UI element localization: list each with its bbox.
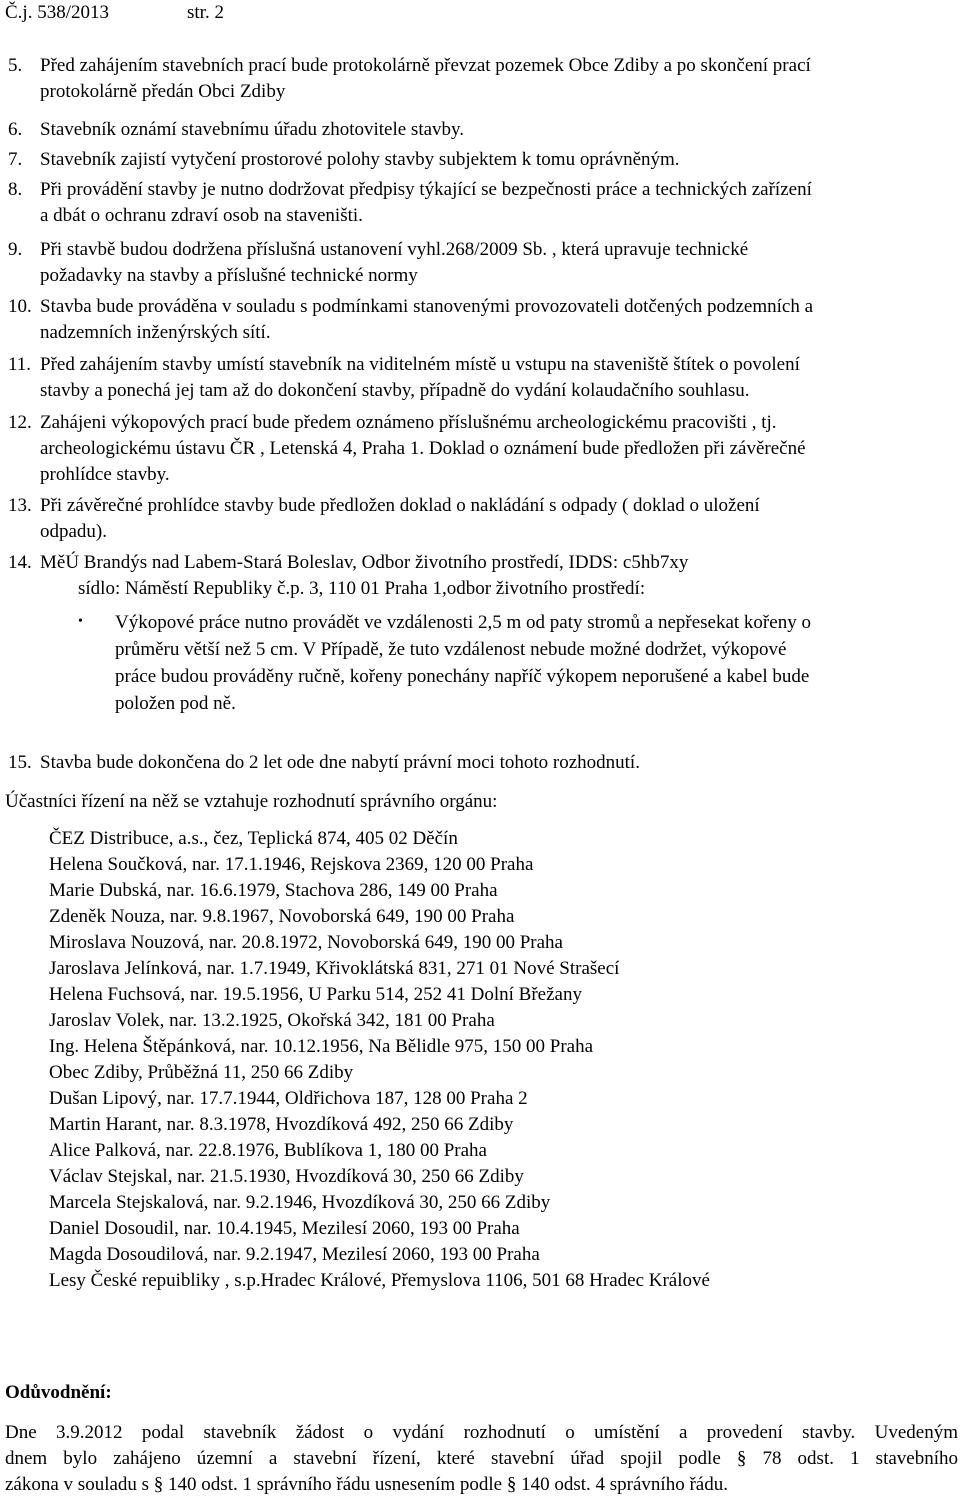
participant: Dušan Lipový, nar. 17.7.1944, Oldřichova 187, 128 00 Praha 2 [49, 1088, 528, 1109]
item-line: MěÚ Brandýs nad Labem-Stará Boleslav, Odbor životního prostředí, IDDS: c5hb7xy [40, 552, 689, 573]
participant: Jaroslava Jelínková, nar. 1.7.1949, Křivoklátská 831, 271 01 Nové Strašecí [49, 958, 620, 979]
bullet-line: práce budou prováděny ručně, kořeny ponechány napříč výkopem neporušené a kabel bude [115, 666, 810, 687]
item-line: Při stavbě budou dodržena příslušná ustanovení vyhl.268/2009 Sb. , která upravuje technické [40, 239, 749, 260]
item-number: 12. [8, 412, 32, 433]
item-number: 5. [8, 55, 23, 76]
participant: Helena Součková, nar. 17.1.1946, Rejskova 2369, 120 00 Praha [49, 854, 534, 875]
item-number: 13. [8, 495, 32, 516]
bullet-line: položen pod ně. [115, 693, 236, 714]
reasoning-heading: Odůvodnění: [5, 1382, 112, 1403]
authority-address: sídlo: Náměstí Republiky č.p. 3, 110 01 Praha 1,odbor životního prostředí: [78, 578, 646, 599]
case-reference: Č.j. 538/2013 [5, 2, 109, 23]
bullet-line: Výkopové práce nutno provádět ve vzdálenosti 2,5 m od paty stromů a nepřesekat kořeny o [115, 612, 811, 633]
item-text [40, 750, 954, 776]
reasoning-paragraph [5, 1420, 958, 1498]
item-line: Zahájeni výkopových prací bude předem oznámeno příslušnému archeologickému pracovišti , tj. [40, 412, 777, 433]
page-header [5, 2, 224, 24]
item-line: Při provádění stavby je nutno dodržovat předpisy týkající se bezpečnosti práce a technických zařízení [40, 179, 812, 200]
participant: Marie Dubská, nar. 16.6.1979, Stachova 286, 149 00 Praha [49, 880, 498, 901]
participant: Daniel Dosoudil, nar. 10.4.1945, Mezilesí 2060, 193 00 Praha [49, 1218, 520, 1239]
participant: Alice Palková, nar. 22.8.1976, Bublíkova 1, 180 00 Praha [49, 1140, 487, 1161]
item-text [40, 147, 954, 173]
item-line: Stavba bude prováděna v souladu s podmínkami stanovenými provozovateli dotčených podzemních a [40, 296, 813, 317]
item-text [40, 237, 954, 289]
reasoning-line: Dne 3.9.2012 podal stavebník žádost o vydání rozhodnutí o umístění a provedení stavby. Uvedeným [5, 1422, 958, 1443]
item-number: 11. [8, 354, 32, 375]
item-line: a dbát o ochranu zdraví osob na staveništi. [40, 205, 363, 226]
item-text [40, 117, 954, 143]
item-text [40, 294, 954, 346]
item-text [40, 550, 954, 576]
item-text [40, 177, 954, 229]
participant: ČEZ Distribuce, a.s., čez, Teplická 874, 405 02 Děčín [49, 828, 458, 849]
participant: Lesy České repuibliky , s.p.Hradec Králové, Přemyslova 1106, 501 68 Hradec Králové [49, 1270, 710, 1291]
participant: Marcela Stejskalová, nar. 9.2.1946, Hvozdíková 30, 250 66 Zdiby [49, 1192, 551, 1213]
item-line: nadzemních inženýrských sítí. [40, 322, 271, 343]
item-line: odpadu). [40, 521, 108, 542]
item-number: 7. [8, 149, 23, 170]
participant: Miroslava Nouzová, nar. 20.8.1972, Novoborská 649, 190 00 Praha [49, 932, 563, 953]
item-line: prohlídce stavby. [40, 464, 170, 485]
reasoning-line: zákona v souladu s § 140 odst. 1 správního řádu usnesením podle § 140 odst. 4 správního řádu. [5, 1474, 728, 1495]
item-line: Před zahájením stavby umístí stavebník na viditelném místě u vstupu na staveniště štítek o povolení [40, 354, 800, 375]
item-line: Stavebník oznámí stavebnímu úřadu zhotovitele stavby. [40, 119, 465, 140]
item-line: Před zahájením stavebních prací bude protokolárně převzat pozemek Obce Zdiby a po skončení prací [40, 55, 811, 76]
bullet-text [115, 609, 811, 717]
item-line: Stavba bude dokončena do 2 let ode dne nabytí právní moci tohoto rozhodnutí. [40, 752, 640, 773]
item-number: 6. [8, 119, 23, 140]
item-line: Stavebník zajistí vytyčení prostorové polohy stavby subjektem k tomu oprávněným. [40, 149, 680, 170]
page-number: str. 2 [187, 2, 224, 23]
item-text [40, 352, 954, 404]
participants-title: Účastníci řízení na něž se vztahuje rozhodnutí správního orgánu: [5, 791, 498, 812]
reasoning-line: dnem bylo zahájeno územní a stavební řízení, které stavební úřad spojil podle § 78 odst. 1 stavebního [5, 1448, 958, 1469]
participant: Zdeněk Nouza, nar. 9.8.1967, Novoborská 649, 190 00 Praha [49, 906, 515, 927]
participant: Magda Dosoudilová, nar. 9.2.1947, Mezilesí 2060, 193 00 Praha [49, 1244, 540, 1265]
item-number: 9. [8, 239, 23, 260]
participant: Martin Harant, nar. 8.3.1978, Hvozdíková 492, 250 66 Zdiby [49, 1114, 514, 1135]
participant: Václav Stejskal, nar. 21.5.1930, Hvozdíková 30, 250 66 Zdiby [49, 1166, 524, 1187]
item-number: 15. [8, 752, 32, 773]
participant: Obec Zdiby, Průběžná 11, 250 66 Zdiby [49, 1062, 354, 1083]
bullet-line: průměru větší než 5 cm. V Případě, že tuto vzdálenost nebude možné dodržet, výkopové [115, 639, 787, 660]
item-text [40, 493, 954, 545]
item-line: archeologickému ústavu ČR , Letenská 4, Praha 1. Doklad o oznámení bude předložen při závěrečné [40, 438, 806, 459]
item-line: požadavky na stavby a příslušné technické normy [40, 265, 418, 286]
item-number: 14. [8, 552, 32, 573]
item-text [40, 53, 954, 105]
participant: Jaroslav Volek, nar. 13.2.1925, Okořská 342, 181 00 Praha [49, 1010, 495, 1031]
participant: Helena Fuchsová, nar. 19.5.1956, U Parku 514, 252 41 Dolní Břežany [49, 984, 582, 1005]
item-line: protokolárně předán Obci Zdiby [40, 81, 286, 102]
item-line: Při závěrečné prohlídce stavby bude předložen doklad o nakládání s odpady ( doklad o uložení [40, 495, 760, 516]
bullet-icon: • [78, 614, 83, 629]
participants-list [49, 826, 710, 1294]
item-number: 8. [8, 179, 23, 200]
item-text [40, 410, 954, 488]
item-line: stavby a ponechá jej tam až do dokončení stavby, případně do vydání kolaudačního souhlasu. [40, 380, 750, 401]
item-number: 10. [8, 296, 32, 317]
participant: Ing. Helena Štěpánková, nar. 10.12.1956, Na Bělidle 975, 150 00 Praha [49, 1036, 594, 1057]
